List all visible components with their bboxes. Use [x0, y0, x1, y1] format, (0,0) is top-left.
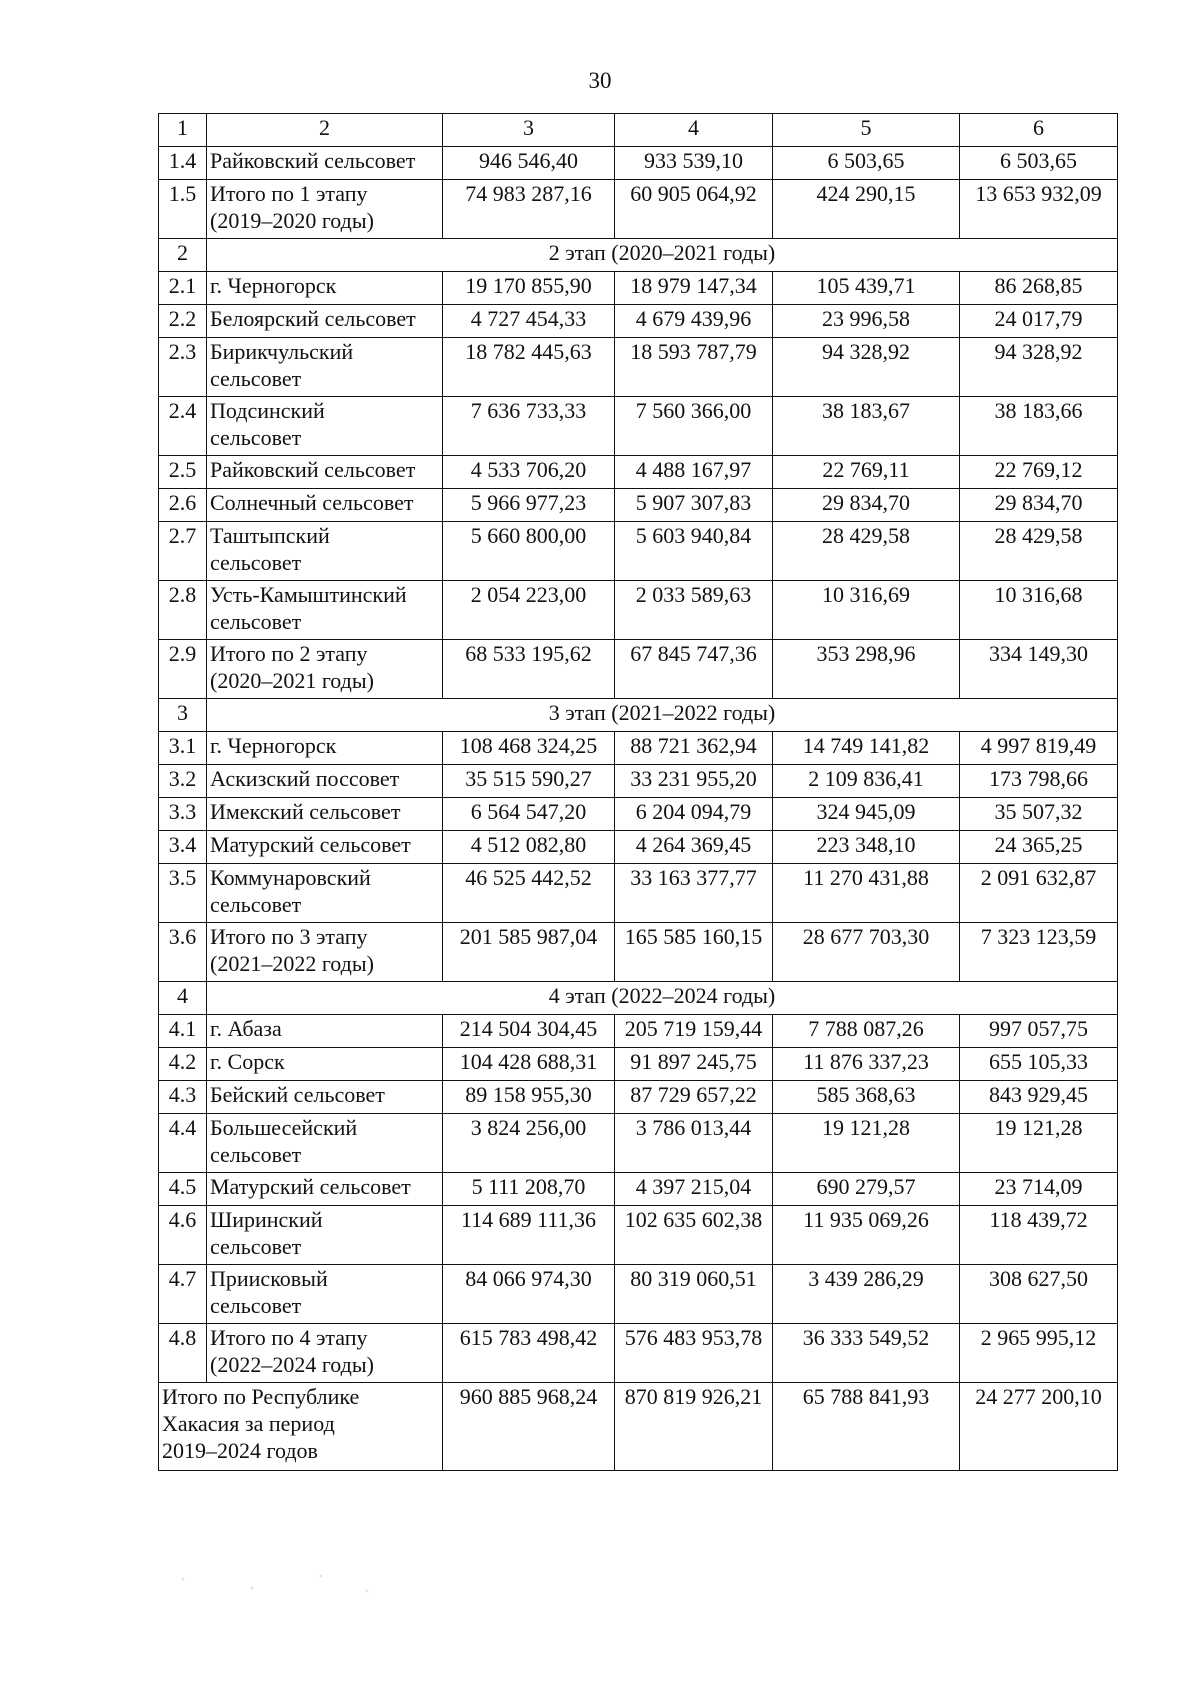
row-number: 2.5 [159, 456, 207, 489]
amount-cell: 5 603 940,84 [615, 522, 773, 581]
table-row [159, 305, 1118, 338]
amount-cell: 3 439 286,29 [773, 1265, 960, 1324]
table-row [159, 581, 1118, 640]
row-name-line: Таштыпский [210, 523, 330, 548]
amount-cell: 5 966 977,23 [443, 489, 615, 522]
row-number: 3.2 [159, 765, 207, 798]
row-name [207, 305, 443, 338]
row-name [207, 522, 443, 581]
row-name-line: Матурский сельсовет [210, 1174, 411, 1199]
row-number: 2.8 [159, 581, 207, 640]
column-number: 1 [159, 114, 207, 147]
amount-cell: 60 905 064,92 [615, 180, 773, 239]
amount-cell: 353 298,96 [773, 640, 960, 699]
row-number: 3.6 [159, 923, 207, 982]
amount-cell: 2 054 223,00 [443, 581, 615, 640]
amount-cell: 690 279,57 [773, 1173, 960, 1206]
row-name-line: Итого по 2 этапу [210, 641, 368, 666]
amount-cell: 86 268,85 [960, 272, 1118, 305]
row-number: 2.1 [159, 272, 207, 305]
amount-cell: 13 653 932,09 [960, 180, 1118, 239]
row-name [207, 640, 443, 699]
table-row [159, 1265, 1118, 1324]
amount-cell: 4 264 369,45 [615, 831, 773, 864]
table-row [159, 489, 1118, 522]
row-name [207, 1206, 443, 1265]
page-number: 30 [588, 68, 612, 93]
amount-cell: 22 769,11 [773, 456, 960, 489]
row-name-line: сельсовет [210, 609, 302, 634]
row-name-line: Райковский сельсовет [210, 457, 416, 482]
amount-cell: 89 158 955,30 [443, 1081, 615, 1114]
row-number: 2.9 [159, 640, 207, 699]
stage-header-row [159, 699, 1118, 732]
amount-cell: 6 564 547,20 [443, 798, 615, 831]
amount-cell: 2 965 995,12 [960, 1324, 1118, 1383]
amount-cell: 33 163 377,77 [615, 864, 773, 923]
row-name [207, 338, 443, 397]
grand-total-row [159, 1383, 1118, 1471]
table-row [159, 923, 1118, 982]
row-name-line: Райковский сельсовет [210, 148, 416, 173]
amount-cell: 7 323 123,59 [960, 923, 1118, 982]
amount-cell: 10 316,69 [773, 581, 960, 640]
row-name-line: (2019–2020 годы) [210, 208, 374, 233]
row-number: 4.3 [159, 1081, 207, 1114]
row-number: 2.6 [159, 489, 207, 522]
row-name [207, 1081, 443, 1114]
row-name-line: г. Черногорск [210, 273, 337, 298]
row-name [207, 397, 443, 456]
row-name [207, 732, 443, 765]
row-name-line: Итого по Республике [162, 1384, 360, 1409]
row-name-line: 2019–2024 годов [162, 1438, 318, 1463]
amount-cell: 10 316,68 [960, 581, 1118, 640]
row-name-line: Матурский сельсовет [210, 832, 411, 857]
row-name-line: сельсовет [210, 892, 302, 917]
row-name-line: Итого по 3 этапу [210, 924, 368, 949]
table-row [159, 338, 1118, 397]
row-number: 4.5 [159, 1173, 207, 1206]
amount-cell: 615 783 498,42 [443, 1324, 615, 1383]
row-name [207, 831, 443, 864]
amount-cell: 5 660 800,00 [443, 522, 615, 581]
amount-cell: 24 277 200,10 [960, 1383, 1118, 1471]
table-row [159, 1114, 1118, 1173]
amount-cell: 24 017,79 [960, 305, 1118, 338]
column-number: 4 [615, 114, 773, 147]
amount-cell: 28 677 703,30 [773, 923, 960, 982]
amount-cell: 214 504 304,45 [443, 1015, 615, 1048]
row-number: 2.4 [159, 397, 207, 456]
amount-cell: 4 488 167,97 [615, 456, 773, 489]
table-row [159, 864, 1118, 923]
row-name-line: Солнечный сельсовет [210, 490, 414, 515]
amount-cell: 108 468 324,25 [443, 732, 615, 765]
amount-cell: 933 539,10 [615, 147, 773, 180]
table-row [159, 732, 1118, 765]
table-row [159, 1173, 1118, 1206]
funding-table-body [159, 114, 1118, 1471]
amount-cell: 7 636 733,33 [443, 397, 615, 456]
row-name-line: Приисковый [210, 1266, 328, 1291]
table-row [159, 180, 1118, 239]
amount-cell: 87 729 657,22 [615, 1081, 773, 1114]
row-name [207, 1324, 443, 1383]
amount-cell: 65 788 841,93 [773, 1383, 960, 1471]
amount-cell: 7 560 366,00 [615, 397, 773, 456]
row-number: 2 [159, 239, 207, 272]
row-name [207, 1048, 443, 1081]
row-name [207, 1265, 443, 1324]
amount-cell: 19 170 855,90 [443, 272, 615, 305]
amount-cell: 114 689 111,36 [443, 1206, 615, 1265]
amount-cell: 7 788 087,26 [773, 1015, 960, 1048]
amount-cell: 997 057,75 [960, 1015, 1118, 1048]
row-name-line: сельсовет [210, 1293, 302, 1318]
row-name-line: Бирикчульский [210, 339, 354, 364]
funding-table [158, 113, 1118, 1471]
row-name-line: сельсовет [210, 366, 302, 391]
row-name [207, 1114, 443, 1173]
amount-cell: 80 319 060,51 [615, 1265, 773, 1324]
column-number-row [159, 114, 1118, 147]
amount-cell: 3 824 256,00 [443, 1114, 615, 1173]
amount-cell: 946 546,40 [443, 147, 615, 180]
amount-cell: 11 270 431,88 [773, 864, 960, 923]
row-number: 4.4 [159, 1114, 207, 1173]
stage-title: 2 этап (2020–2021 годы) [207, 239, 1118, 272]
amount-cell: 67 845 747,36 [615, 640, 773, 699]
amount-cell: 165 585 160,15 [615, 923, 773, 982]
amount-cell: 24 365,25 [960, 831, 1118, 864]
column-number: 5 [773, 114, 960, 147]
table-row [159, 798, 1118, 831]
amount-cell: 46 525 442,52 [443, 864, 615, 923]
amount-cell: 22 769,12 [960, 456, 1118, 489]
amount-cell: 324 945,09 [773, 798, 960, 831]
amount-cell: 4 397 215,04 [615, 1173, 773, 1206]
row-number: 3.1 [159, 732, 207, 765]
row-name [207, 272, 443, 305]
amount-cell: 11 876 337,23 [773, 1048, 960, 1081]
row-number: 1.4 [159, 147, 207, 180]
table-row [159, 640, 1118, 699]
row-name-line: (2021–2022 годы) [210, 951, 374, 976]
table-row [159, 1206, 1118, 1265]
amount-cell: 2 109 836,41 [773, 765, 960, 798]
row-name-line: (2022–2024 годы) [210, 1352, 374, 1377]
row-name-line: сельсовет [210, 550, 302, 575]
row-name-line: сельсовет [210, 1234, 302, 1259]
amount-cell: 35 507,32 [960, 798, 1118, 831]
row-number: 4.8 [159, 1324, 207, 1383]
row-name-line: Имекский сельсовет [210, 799, 401, 824]
row-number: 2.3 [159, 338, 207, 397]
row-name [207, 798, 443, 831]
row-name [159, 1383, 443, 1471]
row-number: 3.5 [159, 864, 207, 923]
amount-cell: 88 721 362,94 [615, 732, 773, 765]
amount-cell: 33 231 955,20 [615, 765, 773, 798]
row-name [207, 1173, 443, 1206]
stage-title: 3 этап (2021–2022 годы) [207, 699, 1118, 732]
row-name [207, 180, 443, 239]
row-name-line: сельсовет [210, 425, 302, 450]
row-name-line: Усть-Камыштинский [210, 582, 407, 607]
amount-cell: 28 429,58 [960, 522, 1118, 581]
row-name-line: Белоярский сельсовет [210, 306, 416, 331]
table-row [159, 397, 1118, 456]
amount-cell: 5 111 208,70 [443, 1173, 615, 1206]
row-name [207, 147, 443, 180]
amount-cell: 4 727 454,33 [443, 305, 615, 338]
row-number: 2.2 [159, 305, 207, 338]
table-row [159, 1048, 1118, 1081]
row-name [207, 1015, 443, 1048]
amount-cell: 36 333 549,52 [773, 1324, 960, 1383]
amount-cell: 4 512 082,80 [443, 831, 615, 864]
amount-cell: 102 635 602,38 [615, 1206, 773, 1265]
table-row [159, 1324, 1118, 1383]
amount-cell: 74 983 287,16 [443, 180, 615, 239]
row-number: 4.1 [159, 1015, 207, 1048]
row-number: 4 [159, 982, 207, 1015]
amount-cell: 94 328,92 [960, 338, 1118, 397]
amount-cell: 205 719 159,44 [615, 1015, 773, 1048]
amount-cell: 2 091 632,87 [960, 864, 1118, 923]
row-name-line: Большесейский [210, 1115, 358, 1140]
row-number: 3 [159, 699, 207, 732]
amount-cell: 4 997 819,49 [960, 732, 1118, 765]
amount-cell: 11 935 069,26 [773, 1206, 960, 1265]
amount-cell: 23 996,58 [773, 305, 960, 338]
table-row [159, 765, 1118, 798]
amount-cell: 23 714,09 [960, 1173, 1118, 1206]
amount-cell: 334 149,30 [960, 640, 1118, 699]
amount-cell: 19 121,28 [960, 1114, 1118, 1173]
amount-cell: 28 429,58 [773, 522, 960, 581]
column-number: 3 [443, 114, 615, 147]
row-name-line: Хакасия за период [162, 1411, 335, 1436]
amount-cell: 308 627,50 [960, 1265, 1118, 1324]
row-name [207, 864, 443, 923]
row-name-line: Аскизский поссовет [210, 766, 400, 791]
row-name-line: Итого по 4 этапу [210, 1325, 368, 1350]
amount-cell: 29 834,70 [773, 489, 960, 522]
amount-cell: 3 786 013,44 [615, 1114, 773, 1173]
table-row [159, 1081, 1118, 1114]
row-name-line: (2020–2021 годы) [210, 668, 374, 693]
stage-title: 4 этап (2022–2024 годы) [207, 982, 1118, 1015]
amount-cell: 6 503,65 [960, 147, 1118, 180]
amount-cell: 424 290,15 [773, 180, 960, 239]
row-name [207, 923, 443, 982]
amount-cell: 843 929,45 [960, 1081, 1118, 1114]
amount-cell: 173 798,66 [960, 765, 1118, 798]
amount-cell: 18 593 787,79 [615, 338, 773, 397]
row-number: 1.5 [159, 180, 207, 239]
amount-cell: 870 819 926,21 [615, 1383, 773, 1471]
amount-cell: 585 368,63 [773, 1081, 960, 1114]
amount-cell: 223 348,10 [773, 831, 960, 864]
table-row [159, 456, 1118, 489]
scan-smudge [160, 1570, 390, 1600]
row-name-line: г. Абаза [210, 1016, 282, 1041]
amount-cell: 14 749 141,82 [773, 732, 960, 765]
row-name-line: Итого по 1 этапу [210, 181, 368, 206]
amount-cell: 38 183,66 [960, 397, 1118, 456]
amount-cell: 201 585 987,04 [443, 923, 615, 982]
amount-cell: 2 033 589,63 [615, 581, 773, 640]
table-row [159, 147, 1118, 180]
amount-cell: 94 328,92 [773, 338, 960, 397]
amount-cell: 91 897 245,75 [615, 1048, 773, 1081]
table-row [159, 522, 1118, 581]
row-name [207, 765, 443, 798]
row-number: 4.7 [159, 1265, 207, 1324]
row-name-line: Коммунаровский [210, 865, 371, 890]
amount-cell: 4 533 706,20 [443, 456, 615, 489]
row-number: 3.4 [159, 831, 207, 864]
amount-cell: 105 439,71 [773, 272, 960, 305]
table-row [159, 1015, 1118, 1048]
amount-cell: 35 515 590,27 [443, 765, 615, 798]
row-name-line: г. Сорск [210, 1049, 285, 1074]
row-name-line: Подсинский [210, 398, 325, 423]
row-number: 4.2 [159, 1048, 207, 1081]
amount-cell: 6 503,65 [773, 147, 960, 180]
row-number: 3.3 [159, 798, 207, 831]
stage-header-row [159, 982, 1118, 1015]
row-number: 4.6 [159, 1206, 207, 1265]
amount-cell: 104 428 688,31 [443, 1048, 615, 1081]
row-number: 2.7 [159, 522, 207, 581]
amount-cell: 68 533 195,62 [443, 640, 615, 699]
column-number: 2 [207, 114, 443, 147]
row-name-line: Бейский сельсовет [210, 1082, 385, 1107]
amount-cell: 960 885 968,24 [443, 1383, 615, 1471]
amount-cell: 84 066 974,30 [443, 1265, 615, 1324]
amount-cell: 5 907 307,83 [615, 489, 773, 522]
table-row [159, 831, 1118, 864]
amount-cell: 655 105,33 [960, 1048, 1118, 1081]
amount-cell: 19 121,28 [773, 1114, 960, 1173]
stage-header-row [159, 239, 1118, 272]
amount-cell: 38 183,67 [773, 397, 960, 456]
amount-cell: 4 679 439,96 [615, 305, 773, 338]
row-name [207, 581, 443, 640]
row-name-line: г. Черногорск [210, 733, 337, 758]
column-number: 6 [960, 114, 1118, 147]
row-name [207, 456, 443, 489]
table-row [159, 272, 1118, 305]
amount-cell: 576 483 953,78 [615, 1324, 773, 1383]
amount-cell: 29 834,70 [960, 489, 1118, 522]
amount-cell: 18 782 445,63 [443, 338, 615, 397]
row-name-line: Ширинский [210, 1207, 323, 1232]
amount-cell: 118 439,72 [960, 1206, 1118, 1265]
amount-cell: 6 204 094,79 [615, 798, 773, 831]
row-name-line: сельсовет [210, 1142, 302, 1167]
amount-cell: 18 979 147,34 [615, 272, 773, 305]
row-name [207, 489, 443, 522]
